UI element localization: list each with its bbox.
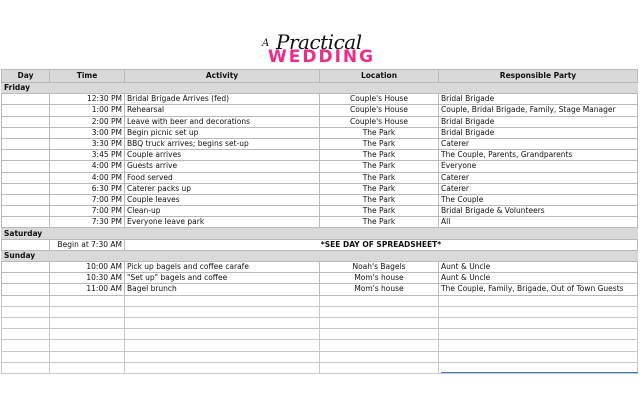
location-cell[interactable]: The Park [320, 150, 439, 161]
empty-cell[interactable] [125, 295, 320, 306]
empty-cell[interactable] [320, 295, 439, 306]
time-cell[interactable]: 7:00 PM [50, 206, 125, 217]
party-cell[interactable]: All [439, 217, 638, 228]
table-row [2, 273, 638, 284]
party-cell[interactable]: The Couple, Family, Brigade, Out of Town Guests [439, 284, 638, 295]
party-cell[interactable]: Everyone [439, 161, 638, 172]
empty-row [2, 351, 638, 362]
time-cell[interactable]: 10:30 AM [50, 273, 125, 284]
activity-cell[interactable]: Caterer packs up [125, 183, 320, 194]
location-cell[interactable]: The Park [320, 183, 439, 194]
empty-cell[interactable] [2, 306, 50, 317]
table-row [2, 94, 638, 105]
activity-cell[interactable]: Everyone leave park [125, 217, 320, 228]
empty-row [2, 340, 638, 351]
empty-cell[interactable] [50, 340, 125, 351]
time-cell[interactable]: Begin at 7:30 AM [50, 239, 125, 250]
table-row [2, 284, 638, 295]
empty-cell[interactable] [2, 317, 50, 328]
day-cell[interactable] [2, 262, 50, 273]
empty-row [2, 317, 638, 328]
header-day[interactable]: Day [2, 70, 50, 83]
activity-cell[interactable]: Couple arrives [125, 150, 320, 161]
empty-cell[interactable] [2, 351, 50, 362]
time-cell[interactable]: 10:00 AM [50, 262, 125, 273]
empty-row [2, 329, 638, 340]
activity-cell[interactable]: Food served [125, 172, 320, 183]
activity-cell[interactable]: Rehearsal [125, 105, 320, 116]
empty-cell[interactable] [2, 295, 50, 306]
table-row [2, 127, 638, 138]
location-cell[interactable]: The Park [320, 217, 439, 228]
location-cell[interactable]: The Park [320, 138, 439, 149]
day-cell[interactable] [2, 172, 50, 183]
time-cell[interactable]: 4:00 PM [50, 172, 125, 183]
day-cell[interactable] [2, 217, 50, 228]
section-label[interactable]: Friday [2, 83, 638, 94]
empty-cell[interactable] [125, 329, 320, 340]
table-row [2, 262, 638, 273]
location-cell[interactable]: The Park [320, 127, 439, 138]
section-row-friday [2, 83, 638, 94]
empty-cell[interactable] [439, 329, 638, 340]
empty-cell[interactable] [320, 351, 439, 362]
header-activity[interactable]: Activity [125, 70, 320, 83]
empty-cell[interactable] [125, 306, 320, 317]
time-cell[interactable]: 6:30 PM [50, 183, 125, 194]
empty-cell[interactable] [439, 317, 638, 328]
activity-cell[interactable]: Clean-up [125, 206, 320, 217]
location-cell[interactable]: Couple's House [320, 94, 439, 105]
activity-cell[interactable]: BBQ truck arrives; begins set-up [125, 138, 320, 149]
empty-cell[interactable] [125, 362, 320, 373]
time-cell[interactable]: 2:00 PM [50, 116, 125, 127]
day-cell[interactable] [2, 183, 50, 194]
day-cell[interactable] [2, 206, 50, 217]
day-cell[interactable] [2, 239, 50, 250]
selected-cell-border [441, 372, 638, 373]
section-label[interactable]: Saturday [2, 228, 638, 239]
party-cell[interactable]: Bridal Brigade & Volunteers [439, 206, 638, 217]
logo [0, 30, 640, 70]
activity-cell[interactable]: Begin picnic set up [125, 127, 320, 138]
table-row [2, 217, 638, 228]
time-cell[interactable]: 3:00 PM [50, 127, 125, 138]
day-cell[interactable] [2, 161, 50, 172]
day-cell[interactable] [2, 116, 50, 127]
section-row-saturday [2, 228, 638, 239]
table-row [2, 150, 638, 161]
empty-cell[interactable] [320, 329, 439, 340]
table-row [2, 172, 638, 183]
time-cell[interactable]: 3:45 PM [50, 150, 125, 161]
empty-cell[interactable] [50, 317, 125, 328]
party-cell[interactable]: Caterer [439, 172, 638, 183]
empty-cell[interactable] [50, 329, 125, 340]
time-cell[interactable]: 12:30 PM [50, 94, 125, 105]
party-cell[interactable]: Bridal Brigade [439, 116, 638, 127]
empty-cell[interactable] [439, 295, 638, 306]
time-cell[interactable]: 3:30 PM [50, 138, 125, 149]
empty-cell[interactable] [125, 340, 320, 351]
day-cell[interactable] [2, 284, 50, 295]
section-label[interactable]: Sunday [2, 250, 638, 261]
time-cell[interactable]: 7:00 PM [50, 194, 125, 205]
header-row [2, 70, 638, 83]
location-cell[interactable]: The Park [320, 161, 439, 172]
day-cell[interactable] [2, 94, 50, 105]
party-cell[interactable]: The Couple, Parents, Grandparents [439, 150, 638, 161]
empty-cell[interactable] [50, 295, 125, 306]
party-cell[interactable]: Bridal Brigade [439, 127, 638, 138]
location-cell[interactable]: The Park [320, 206, 439, 217]
location-cell[interactable]: The Park [320, 172, 439, 183]
day-cell[interactable] [2, 138, 50, 149]
party-cell[interactable]: Caterer [439, 138, 638, 149]
logo-script: Practical [276, 30, 362, 54]
table-row [2, 138, 638, 149]
table-row [2, 105, 638, 116]
day-cell[interactable] [2, 105, 50, 116]
empty-cell[interactable] [50, 362, 125, 373]
location-cell[interactable]: Couple's House [320, 116, 439, 127]
table-row [2, 183, 638, 194]
time-cell[interactable]: 7:30 PM [50, 217, 125, 228]
table-row [2, 161, 638, 172]
empty-cell[interactable] [320, 362, 439, 373]
logo-prefix: A [262, 38, 270, 49]
empty-cell[interactable] [320, 340, 439, 351]
empty-cell[interactable] [125, 351, 320, 362]
header-time[interactable]: Time [50, 70, 125, 83]
location-cell[interactable]: Couple's House [320, 105, 439, 116]
table-row [2, 239, 638, 250]
party-cell[interactable]: Caterer [439, 183, 638, 194]
time-cell[interactable]: 1:00 PM [50, 105, 125, 116]
location-cell[interactable]: Mom's house [320, 273, 439, 284]
empty-row [2, 306, 638, 317]
activity-cell[interactable]: Couple leaves [125, 194, 320, 205]
location-cell[interactable]: Mom's house [320, 284, 439, 295]
empty-cell[interactable] [439, 306, 638, 317]
party-cell[interactable]: The Couple [439, 194, 638, 205]
logo-wedding: WEDDING [268, 47, 376, 67]
day-cell[interactable] [2, 273, 50, 284]
party-cell[interactable]: Couple, Bridal Brigade, Family, Stage Manager [439, 105, 638, 116]
see-spreadsheet-note[interactable]: *SEE DAY OF SPREADSHEET* [125, 239, 638, 250]
day-cell[interactable] [2, 150, 50, 161]
empty-cell[interactable] [50, 351, 125, 362]
party-cell[interactable]: Aunt & Uncle [439, 262, 638, 273]
day-cell[interactable] [2, 127, 50, 138]
empty-cell[interactable] [2, 340, 50, 351]
activity-cell[interactable]: Guests arrive [125, 161, 320, 172]
location-cell[interactable]: Noah's Bagels [320, 262, 439, 273]
empty-cell[interactable] [125, 317, 320, 328]
location-cell[interactable]: The Park [320, 194, 439, 205]
section-row-sunday [2, 250, 638, 261]
header-location[interactable]: Location [320, 70, 439, 83]
empty-cell[interactable] [439, 351, 638, 362]
empty-cell[interactable] [320, 317, 439, 328]
time-cell[interactable]: 4:00 PM [50, 161, 125, 172]
activity-cell[interactable]: "Set up" bagels and coffee [125, 273, 320, 284]
empty-cell[interactable] [50, 306, 125, 317]
time-cell[interactable]: 11:00 AM [50, 284, 125, 295]
activity-cell[interactable]: Bridal Brigade Arrives (fed) [125, 94, 320, 105]
activity-cell[interactable]: Pick up bagels and coffee carafe [125, 262, 320, 273]
header-party[interactable]: Responsible Party [439, 70, 638, 83]
schedule-table [1, 69, 638, 374]
day-cell[interactable] [2, 194, 50, 205]
activity-cell[interactable]: Bagel brunch [125, 284, 320, 295]
party-cell[interactable]: Bridal Brigade [439, 94, 638, 105]
party-cell[interactable]: Aunt & Uncle [439, 273, 638, 284]
empty-cell[interactable] [320, 306, 439, 317]
empty-cell[interactable] [2, 362, 50, 373]
empty-cell[interactable] [2, 329, 50, 340]
empty-cell[interactable] [439, 340, 638, 351]
table-row [2, 206, 638, 217]
table-row [2, 116, 638, 127]
activity-cell[interactable]: Leave with beer and decorations [125, 116, 320, 127]
table-row [2, 194, 638, 205]
empty-row [2, 295, 638, 306]
